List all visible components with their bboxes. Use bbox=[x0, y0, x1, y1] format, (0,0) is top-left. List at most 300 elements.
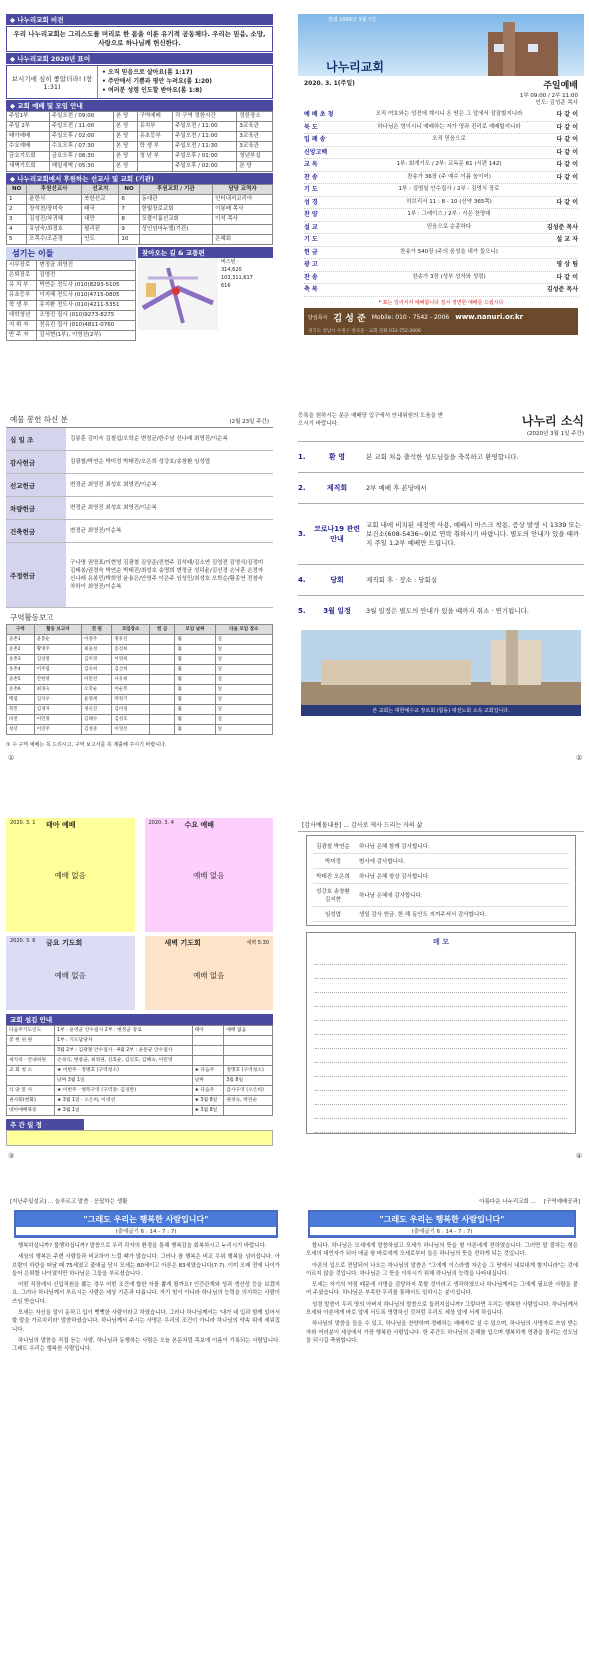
church-name: 나누리교회 bbox=[326, 60, 384, 74]
memo-line[interactable] bbox=[315, 1105, 567, 1119]
table-cell: 날짜 bbox=[192, 1076, 224, 1086]
table-cell: 권경숙, 박연순 bbox=[224, 1096, 273, 1106]
table-cell: 일 bbox=[215, 655, 272, 665]
table-cell: 이연주 bbox=[34, 725, 81, 735]
order-content: 찬송가 540장 (주의 음성을 내가 들으니) bbox=[400, 248, 498, 255]
service-date: 2020. 3. 1(주일) bbox=[304, 80, 355, 87]
news-item bbox=[298, 503, 584, 564]
thanks-row bbox=[313, 907, 569, 922]
table-cell: 정유진 bbox=[82, 705, 112, 715]
table-cell: 이순복 bbox=[112, 685, 150, 695]
table-cell: 9 bbox=[119, 225, 139, 235]
order-item: 축 복 bbox=[304, 286, 318, 293]
order-leader: 다 같 이 bbox=[556, 136, 578, 143]
order-item: 묵 도 bbox=[304, 123, 318, 131]
order-content: 찬송가 36장 (주 예수 이름 높이어) bbox=[407, 173, 491, 180]
offering-names: 변정균 최영진 최성호 최영진/이순복 bbox=[70, 505, 157, 511]
order-row bbox=[304, 247, 578, 260]
table-cell bbox=[149, 655, 175, 665]
order-content bbox=[364, 234, 534, 246]
table-cell: 월 bbox=[175, 705, 215, 715]
box-body: 예배 없음 bbox=[193, 871, 225, 880]
table-cell: 김서현(1부), 이영선(2부) bbox=[37, 331, 136, 341]
duty-table bbox=[6, 1025, 273, 1116]
column-header: 구역 bbox=[7, 625, 35, 635]
table-row bbox=[7, 132, 273, 142]
table-row bbox=[7, 215, 273, 225]
table-cell: 날짜 3월 1일 bbox=[54, 1076, 192, 1086]
table-cell: 유치부 bbox=[137, 122, 173, 132]
memo-line[interactable] bbox=[315, 951, 567, 965]
table-cell: 송진희 bbox=[112, 645, 150, 655]
table-cell: 월 bbox=[175, 715, 215, 725]
order-row bbox=[304, 109, 578, 122]
order-row bbox=[304, 184, 578, 197]
table-row bbox=[7, 1076, 273, 1086]
sermon-paragraph: 하나님의 말씀을 들을 수 있고, 하나님을 찬양하며 경배하는 예배자로 설 수 있으며, 하나님의 사명자로 쓰임 받는 자와 여러분이 세상에서 가장 행복한 사람입니다. 한 주간도 하나님의 은혜를 입으며 행복하게 영광을 돌리는 성도님들 되시길 축원합니다. bbox=[306, 1321, 578, 1344]
offering-row bbox=[6, 428, 273, 451]
table-cell: 월 bbox=[175, 675, 215, 685]
table-cell: 북한선교 bbox=[82, 195, 119, 205]
study-kicker-right: [구역예배공과] bbox=[543, 1199, 580, 1205]
order-item: 설 교 bbox=[304, 223, 318, 231]
table-cell: 월 bbox=[175, 635, 215, 645]
table-row bbox=[7, 715, 273, 725]
church-address: 경기도 성남시 수정구 창곡동 · 교회 전화 031-752-2006 bbox=[304, 327, 578, 335]
table-cell: 비전 bbox=[7, 715, 35, 725]
sermon-paragraph: 성경 말씀이 우리 영의 아버지 하나님의 말씀으로 들려지십니까? 그렇다면 우리는 행복한 사람입니다. 하나님께서 모세와 아론에게 바로 앞에 서도록 명령하신 것처럼 우리도 세상 앞에 서게 하십니다. bbox=[306, 1301, 578, 1317]
table-cell: 1부 : 기도담당자 bbox=[54, 1036, 192, 1046]
table-row bbox=[7, 291, 136, 301]
mission-title: 나누리교회에서 후원하는 선교사 및 교회 (기관) bbox=[17, 175, 154, 183]
order-item: 광 고 bbox=[304, 261, 318, 268]
table-cell bbox=[139, 235, 212, 245]
offering-category: 차량헌금 bbox=[6, 497, 66, 519]
offering-period: (2월 23일 주간) bbox=[229, 419, 269, 425]
table-cell: 이지혜 전도사 (010)4715-0805 bbox=[37, 291, 136, 301]
table-cell: 3교육관 bbox=[237, 122, 273, 132]
thanks-giver: 박미정 bbox=[325, 859, 341, 865]
table-row bbox=[7, 261, 136, 271]
column-header: NO bbox=[7, 185, 27, 195]
goal-item: • 오직 믿음으로 살아요(롬 1:17) bbox=[102, 69, 193, 76]
table-row bbox=[7, 225, 273, 235]
thanks-row bbox=[313, 869, 569, 884]
table-row bbox=[7, 271, 136, 281]
table-cell: 6 bbox=[119, 195, 139, 205]
table-row bbox=[7, 311, 136, 321]
column-header: 활동 보고자 bbox=[34, 625, 81, 635]
news-text: 3월 일정은 별도의 안내가 있을 때까지 취소 · 연기됩니다. bbox=[366, 606, 529, 615]
table-cell: 각 구역 정한시간 bbox=[173, 112, 237, 122]
pastor-name: 김 성 준 bbox=[333, 313, 366, 324]
news-item bbox=[298, 472, 584, 503]
weekly-schedule-heading: 주 간 일 정 bbox=[6, 1119, 84, 1130]
table-cell: 송촌6 bbox=[7, 685, 35, 695]
table-row bbox=[7, 321, 136, 331]
table-cell: 수요오후 / 07:30 bbox=[49, 142, 113, 152]
vision-heading: ◆ 나누리교회 비전 bbox=[6, 14, 273, 25]
news-number: 5. bbox=[298, 607, 306, 615]
table-cell: 5 bbox=[7, 235, 27, 245]
table-cell: ★ 이번주 · 행복구역 (구역장: 김경완) bbox=[54, 1086, 192, 1096]
memo-line[interactable] bbox=[315, 1091, 567, 1105]
table-cell: 백엽 bbox=[7, 695, 35, 705]
service-box-dawn bbox=[145, 936, 274, 1010]
table-cell: 박연순 전도사 (010)8293-5105 bbox=[37, 281, 136, 291]
box-date: 2020. 3. 4 bbox=[148, 820, 174, 826]
offering-names: 김봉훈 김미숙 김철섭/오학순 변정균/한수남 신나래 최영진/이순복 bbox=[70, 436, 228, 442]
table-cell: 월 bbox=[175, 695, 215, 705]
table-cell: 일 bbox=[215, 645, 272, 655]
table-cell: ★ 다음주 bbox=[192, 1086, 224, 1096]
table-cell bbox=[224, 1036, 273, 1046]
table-row bbox=[7, 635, 273, 645]
table-cell: ★ 다음주 bbox=[192, 1066, 224, 1076]
table-cell: 정유선 bbox=[112, 635, 150, 645]
mission-table bbox=[6, 184, 273, 245]
table-cell: 3월 2부 : 김광철 안수집사 · 4월 2부 : 윤문균 안수집사 bbox=[54, 1046, 192, 1056]
order-content: 찬송가 3장 (성부 성자와 성령) bbox=[412, 273, 486, 280]
column-header: 후원선교사 bbox=[27, 185, 82, 195]
order-leader: 다 같 이 bbox=[556, 273, 578, 281]
table-cell: 일 bbox=[215, 675, 272, 685]
table-cell: 새가족 · 안내위원 bbox=[7, 1056, 55, 1066]
table-cell bbox=[224, 1106, 273, 1116]
table-cell: 식 당 봉 사 bbox=[7, 1086, 55, 1096]
page-7 bbox=[6, 1196, 286, 1662]
vision-title: 나누리교회 비전 bbox=[17, 16, 64, 24]
thanks-giver: 임성엽 bbox=[325, 912, 341, 918]
table-row bbox=[7, 281, 136, 291]
staff-table bbox=[6, 260, 136, 341]
table-row bbox=[7, 1046, 273, 1056]
table-cell: 김석우 bbox=[34, 695, 81, 705]
table-cell: 3월 8일 bbox=[224, 1076, 273, 1086]
table-cell: 주일오전 / 11:00 bbox=[173, 132, 237, 142]
news-number: 1. bbox=[298, 453, 306, 461]
table-cell: 김경자 bbox=[34, 705, 81, 715]
table-cell: 4 bbox=[7, 225, 27, 235]
table-cell: 은혜회 bbox=[213, 235, 273, 245]
box-date: 2020. 3. 6 bbox=[10, 938, 36, 944]
memo-line[interactable] bbox=[315, 979, 567, 993]
worship-heading: ◆ 교회 예배 및 모임 안내 bbox=[6, 100, 273, 111]
table-cell: 유지환 전도사 (010)4211-5351 bbox=[37, 301, 136, 311]
order-content: 1부: 회개기도 / 2부: 교독문 61 (시편 142) bbox=[396, 161, 502, 167]
order-row bbox=[304, 259, 578, 272]
order-row bbox=[304, 209, 578, 222]
table-cell: 안한영 bbox=[34, 675, 81, 685]
table-row bbox=[7, 1026, 273, 1036]
bus-label: 버스번 : bbox=[221, 259, 239, 265]
table-cell: 오학순 bbox=[82, 685, 112, 695]
table-cell: 다음주기도인도 bbox=[7, 1026, 55, 1036]
order-item: 기 도 bbox=[304, 236, 318, 243]
memo-line[interactable] bbox=[315, 1007, 567, 1021]
cell-report-title: 구역활동보고 bbox=[10, 613, 54, 622]
box-date: 2020. 3. 1 bbox=[10, 820, 36, 826]
order-row bbox=[304, 122, 578, 135]
memo-line[interactable] bbox=[315, 1049, 567, 1063]
order-content: 오직 여호와는 성전에 계시니 온 땅은 그 앞에서 잠잠할지니라 bbox=[375, 111, 523, 117]
thanks-message: 하나님 은혜에 감사합니다. bbox=[359, 893, 423, 899]
offering-names: 변정균 최영진 최성호 최영진/이순복 bbox=[70, 482, 157, 488]
table-cell: 8 bbox=[119, 215, 139, 225]
order-leader: 영 상 팀 bbox=[556, 261, 578, 268]
table-cell: 주일오후 / 02:00 bbox=[173, 162, 237, 172]
memo-line[interactable] bbox=[315, 1021, 567, 1035]
order-row bbox=[304, 172, 578, 185]
column-header: 전 원 bbox=[82, 625, 112, 635]
table-cell: 김태수 bbox=[82, 715, 112, 725]
church-banner bbox=[298, 14, 584, 76]
pastor-mobile: Mobile: 010 - 7542 - 2006 bbox=[371, 313, 450, 321]
memo-title: 메 모 bbox=[433, 938, 449, 946]
bus-line: 616 bbox=[221, 283, 231, 289]
memo-box bbox=[306, 932, 576, 1134]
service-box-sunday bbox=[6, 818, 135, 932]
table-cell: 매일새벽 / 05:30 bbox=[49, 162, 113, 172]
table-cell bbox=[7, 1076, 55, 1086]
table-cell: 유초등부 bbox=[137, 132, 173, 142]
mission-heading: ◆ 나누리교회에서 후원하는 선교사 및 교회 (기관) bbox=[6, 173, 273, 184]
order-item: 교 독 bbox=[304, 161, 318, 168]
service-box-wednesday bbox=[145, 818, 274, 932]
box-title: 수요 예배 bbox=[184, 821, 214, 829]
sermon-paragraph: 어떤 직장에서 신입직원을 뽑는 경우 어떤 조건에 합한 자를 뽑게 될까요? 인간관계와 성과 생산성 등을 보겠지요. 그러나 하나님께서 부르시는 사람은 세상 기준과 다릅니다. 자기 힘이 아니라 하나님의 능력을 의지하는 사람이 쓰임 받습니다. bbox=[12, 1282, 280, 1305]
table-cell: 월 bbox=[175, 685, 215, 695]
table-row bbox=[7, 645, 273, 655]
table-cell: 모풀이룸선교회 bbox=[139, 215, 212, 225]
table-cell: 일 bbox=[215, 635, 272, 645]
order-leader bbox=[534, 209, 578, 221]
memo-line[interactable] bbox=[315, 1119, 567, 1133]
table-row bbox=[7, 331, 136, 341]
order-item: 찬 양 bbox=[304, 211, 318, 218]
table-cell: 황명주 bbox=[34, 645, 81, 655]
table-cell: 주일오전 / 09:00 bbox=[49, 112, 113, 122]
column-header: 모임 날짜 bbox=[175, 625, 215, 635]
news-label: 환 영 bbox=[329, 453, 345, 461]
table-cell: 조명진 집사 (010)9273-8275 bbox=[37, 311, 136, 321]
table-cell: 구역예배 bbox=[137, 112, 173, 122]
table-cell bbox=[192, 1036, 224, 1046]
offering-row bbox=[6, 451, 273, 474]
memo-line[interactable] bbox=[315, 965, 567, 979]
table-header bbox=[7, 625, 273, 635]
goal-item: • 여러분 성령 인도할 받아요(롬 1:8) bbox=[102, 87, 203, 94]
table-cell: 주일 2부 bbox=[7, 122, 50, 132]
order-leader: 설 교 자 bbox=[556, 236, 578, 243]
table-row bbox=[7, 1056, 273, 1066]
order-row bbox=[304, 159, 578, 172]
table-cell: 유초등부 bbox=[7, 291, 37, 301]
location-map bbox=[138, 258, 218, 330]
offering-row bbox=[6, 520, 273, 543]
thanks-message: 하나님 은혜 항상 감사합니다. bbox=[359, 874, 430, 880]
offering-category: 주정헌금 bbox=[6, 543, 66, 607]
table-row bbox=[7, 235, 273, 245]
service-box-friday bbox=[6, 936, 135, 1010]
table-cell: 전유진 집사 (010)4811-0760 bbox=[37, 321, 136, 331]
sermon-body bbox=[6, 1242, 286, 1354]
worship-table bbox=[6, 111, 273, 172]
table-cell: 주일오후 / 01:00 bbox=[173, 152, 237, 162]
box-title: 태아 예배 bbox=[46, 821, 76, 829]
table-cell bbox=[224, 1056, 273, 1066]
registration-note: 등록을 원하시는 분은 예배당 입구에서 안내위원의 도움을 받으시기 바랍니다. bbox=[298, 413, 444, 427]
order-content: 1부 : 김명일 안수집사 / 2부 : 김영식 장로 bbox=[398, 186, 500, 192]
news-item bbox=[298, 595, 584, 626]
table-cell: 송촌2 bbox=[7, 645, 35, 655]
study-body bbox=[300, 1242, 584, 1345]
table-row bbox=[7, 205, 273, 215]
duty-heading: 교회 섬김 안내 bbox=[6, 1014, 273, 1025]
table-row bbox=[7, 695, 273, 705]
order-row bbox=[304, 197, 578, 210]
news-label: 제직회 bbox=[326, 484, 348, 492]
church-website[interactable]: www.nanuri.or.kr bbox=[455, 313, 524, 321]
offering-category: 선교헌금 bbox=[6, 474, 66, 496]
table-row bbox=[7, 725, 273, 735]
thanks-box bbox=[306, 835, 576, 926]
weekly-schedule-area bbox=[6, 1130, 273, 1146]
table-cell: 주일오후 / 02:00 bbox=[49, 132, 113, 142]
sermon-paragraph: 행복하십니까? 불행하십니까? 말씀으로 우리 각자의 환경을 통해 행복감을 회복하시고 누리시기 바랍니다. bbox=[18, 1243, 267, 1249]
news-text: 제직회 후 · 장소 : 당회실 bbox=[366, 575, 438, 584]
order-content: 히브리서 11 : 8 - 10 (신약 365쪽) bbox=[406, 198, 492, 205]
table-row bbox=[7, 152, 273, 162]
memo-line[interactable] bbox=[315, 1077, 567, 1091]
order-content bbox=[364, 147, 534, 159]
table-cell: 월 bbox=[175, 665, 215, 675]
table-cell: ★ 3월 1일 · 오은희, 이영선 bbox=[54, 1096, 192, 1106]
table-row bbox=[7, 301, 136, 311]
page-5 bbox=[6, 818, 273, 1148]
table-cell: 김미경 bbox=[112, 705, 150, 715]
pastor-footer bbox=[304, 308, 578, 327]
order-leader bbox=[534, 247, 578, 259]
table-row bbox=[7, 122, 273, 132]
table-row bbox=[7, 665, 273, 675]
table-cell: 일 bbox=[215, 705, 272, 715]
table-cell: 정한장소 bbox=[237, 112, 273, 122]
table-cell: 금요기도회 bbox=[7, 152, 50, 162]
sermon-paragraph: 하나님의 말씀을 직접 듣는 사람, 하나님과 동행하는 사람은 오늘 본문처럼 족보에 이름이 기록되는 사람입니다. 그래도 우리는 행복한 사람입니다. bbox=[12, 1337, 280, 1353]
page-number: ① bbox=[8, 754, 15, 762]
sermon-paragraph: 모세는 자신을 말이 둔하고 입이 뻣뻣한 사람이라고 하였습니다. 그러나 하나님께서는 '내가 네 입과 함께 있어서 할 말을 가르치리라' 말씀하셨습니다. 하나님께서 주시는 사명은 우리의 조건이 아니라 하나님의 약속 위에 세워집니다. bbox=[12, 1310, 280, 1333]
offering-row bbox=[6, 474, 273, 497]
table-row bbox=[7, 675, 273, 685]
memo-line[interactable] bbox=[315, 1063, 567, 1077]
thanks-giver: 김광철 박연순 bbox=[316, 844, 350, 850]
order-row bbox=[304, 134, 578, 147]
table-cell: 이영희 bbox=[112, 655, 150, 665]
box-title: 새벽 기도회 bbox=[164, 939, 201, 947]
table-cell: 복민 bbox=[7, 705, 35, 715]
standing-note: * 표는 일어서서 예배합니다 질서 정연한 예배를 드립시다 bbox=[378, 299, 504, 306]
table-cell bbox=[149, 715, 175, 725]
table-cell: 이영선 bbox=[112, 725, 150, 735]
goal-title: 나누리교회 2020년 표어 bbox=[17, 55, 91, 63]
table-cell: 서유희 bbox=[112, 675, 150, 685]
order-leader: 다 같 이 bbox=[556, 148, 578, 156]
table-cell: 시무장로 bbox=[7, 261, 37, 271]
table-cell bbox=[192, 1046, 224, 1056]
page-1 bbox=[6, 14, 273, 370]
order-item: 성 경 bbox=[304, 198, 318, 206]
table-row bbox=[7, 162, 273, 172]
table-cell: 장석천/장미숙 bbox=[27, 205, 82, 215]
staff-title: 섬기는 이들 bbox=[6, 247, 136, 260]
table-cell: 본 당 bbox=[114, 122, 138, 132]
order-leader: 김성준 목사 bbox=[546, 286, 578, 293]
table-cell: 수요예배 bbox=[7, 142, 50, 152]
thanks-title: [감사예물내용] ... 감사로 제사 드리는 자의 삶 bbox=[298, 818, 584, 832]
order-row bbox=[304, 284, 578, 297]
page-2 bbox=[298, 14, 584, 370]
table-cell: 3 bbox=[7, 215, 27, 225]
box-body: 예배 없음 bbox=[54, 971, 86, 980]
page-number: ④ bbox=[576, 1152, 583, 1160]
church-photo bbox=[301, 630, 581, 705]
table-cell: 일 bbox=[215, 665, 272, 675]
service-times: 1부 09:00 / 2부 11:00 bbox=[519, 93, 578, 99]
table-cell: 이봉배 목사 bbox=[213, 205, 273, 215]
table-cell: 일 bbox=[215, 715, 272, 725]
offering-category: 십 일 조 bbox=[6, 428, 66, 450]
table-cell: 김영전 bbox=[37, 271, 136, 281]
memo-line[interactable] bbox=[315, 1035, 567, 1049]
sermon-reference: (출애굽기 6 : 14 - 7 : 7) bbox=[16, 1227, 276, 1235]
table-cell: 월 bbox=[175, 655, 215, 665]
order-item: 찬 송 bbox=[304, 273, 318, 281]
table-cell bbox=[149, 675, 175, 685]
table-cell: 새벽기도회 bbox=[7, 162, 50, 172]
map-title: 찾아오는 길 & 교통편 bbox=[138, 247, 273, 258]
thanks-giver: 박태진 오은희 bbox=[316, 874, 350, 880]
table-cell: 송촌3 bbox=[7, 655, 35, 665]
table-cell bbox=[149, 665, 175, 675]
sermon-paragraph: 모세는 자기의 약점 때문에 사명을 감당하지 못할 것이라고 생각하였으나 하나님께서는 그에게 필요한 사람을 붙여 주셨습니다. 하나님은 부족한 우리를 통해서도 일하시는 분이십니다. bbox=[306, 1282, 578, 1297]
table-cell: 김성진/차귀혜 bbox=[27, 215, 82, 225]
order-item: 찬 송 bbox=[304, 173, 318, 181]
goal-heading: ◆ 나누리교회 2020년 표어 bbox=[6, 53, 273, 64]
founding-date: 창립 1999년 3월 7일 bbox=[328, 17, 377, 23]
offering-category: 감사헌금 bbox=[6, 451, 66, 473]
table-cell: 청 년 부 bbox=[137, 152, 173, 162]
offering-list bbox=[6, 428, 273, 608]
news-text: 교회 내에 비치된 세정액 사용, 예배시 마스크 착용, 증상 발생 시 1339 또는 보건소(608-5436~9)로 연락 취하시기 바랍니다. 별도의 안내가 있을 때까지 주일 1,2부 예배만 드립니다. bbox=[366, 520, 582, 547]
order-leader: 다 같 이 bbox=[556, 173, 578, 181]
memo-line[interactable] bbox=[315, 993, 567, 1007]
table-cell: ★ 3월 1일 bbox=[54, 1106, 192, 1116]
table-cell: 김산희 bbox=[112, 665, 150, 675]
table-cell: 본 당 bbox=[114, 152, 138, 162]
table-cell: 변정균 최영진 bbox=[37, 261, 136, 271]
column-header: 선교지 bbox=[82, 185, 119, 195]
table-cell: 윤한식 bbox=[27, 195, 82, 205]
table-row bbox=[7, 1096, 273, 1106]
table-row bbox=[7, 1106, 273, 1116]
table-row bbox=[7, 195, 273, 205]
table-cell: 지 휘 자 bbox=[7, 321, 37, 331]
order-leader: 김성준 목사 bbox=[546, 223, 578, 231]
table-cell: 김상철 bbox=[34, 655, 81, 665]
table-cell bbox=[224, 1046, 273, 1056]
table-row bbox=[7, 655, 273, 665]
